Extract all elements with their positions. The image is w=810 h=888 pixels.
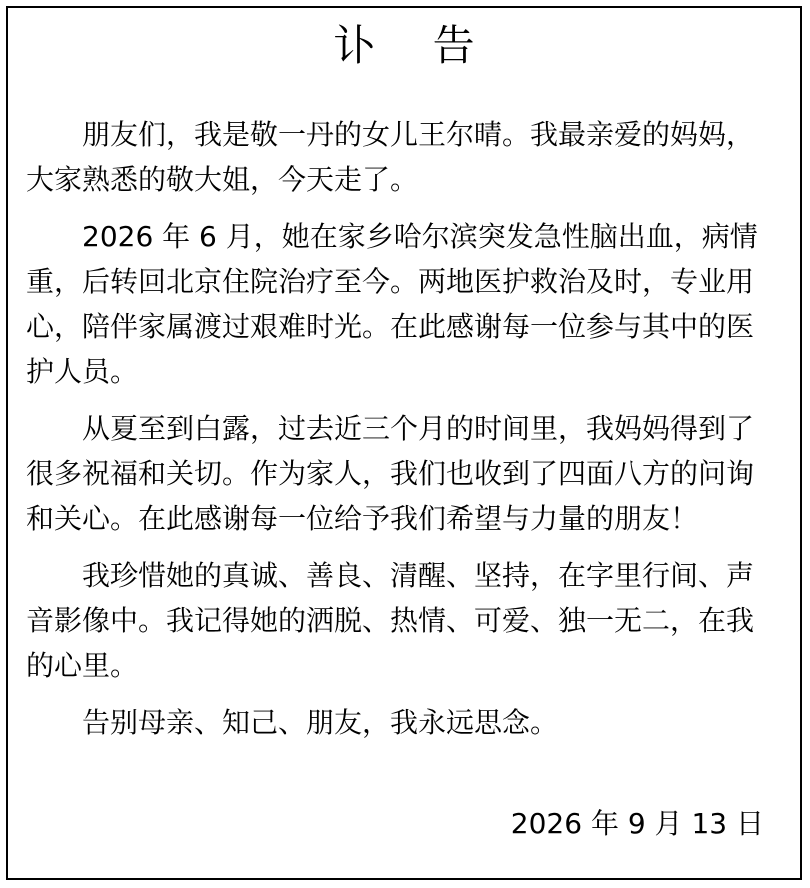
notice-title: 讣 告 [333, 21, 497, 70]
notice-date: 2026 年 9 月 13 日 [510, 807, 764, 840]
obituary-notice [6, 6, 802, 880]
paragraph-4: 我珍惜她的真诚、善良、清醒、坚持，在字里行间、声音影像中。我记得她的洒脱、热情、可爱、独一无二，在我的心里。 [26, 559, 755, 682]
paragraph-1: 朋友们，我是敬一丹的女儿王尔晴。我最亲爱的妈妈，大家熟悉的敬大姐，今天走了。 [26, 118, 755, 196]
paragraph-3: 从夏至到白露，过去近三个月的时间里，我妈妈得到了很多祝福和关切。作为家人，我们也收到了四面八方的问询和关心。在此感谢每一位给予我们希望与力量的朋友！ [26, 412, 755, 535]
paragraph-2: 2026 年 6 月，她在家乡哈尔滨突发急性脑出血，病情重，后转回北京住院治疗至今。两地医护救治及时，专业用心，陪伴家属渡过艰难时光。在此感谢每一位参与其中的医护人员。 [26, 220, 758, 388]
notice-body [26, 112, 774, 757]
paragraph-5: 告别母亲、知己、朋友，我永远思念。 [82, 706, 559, 739]
